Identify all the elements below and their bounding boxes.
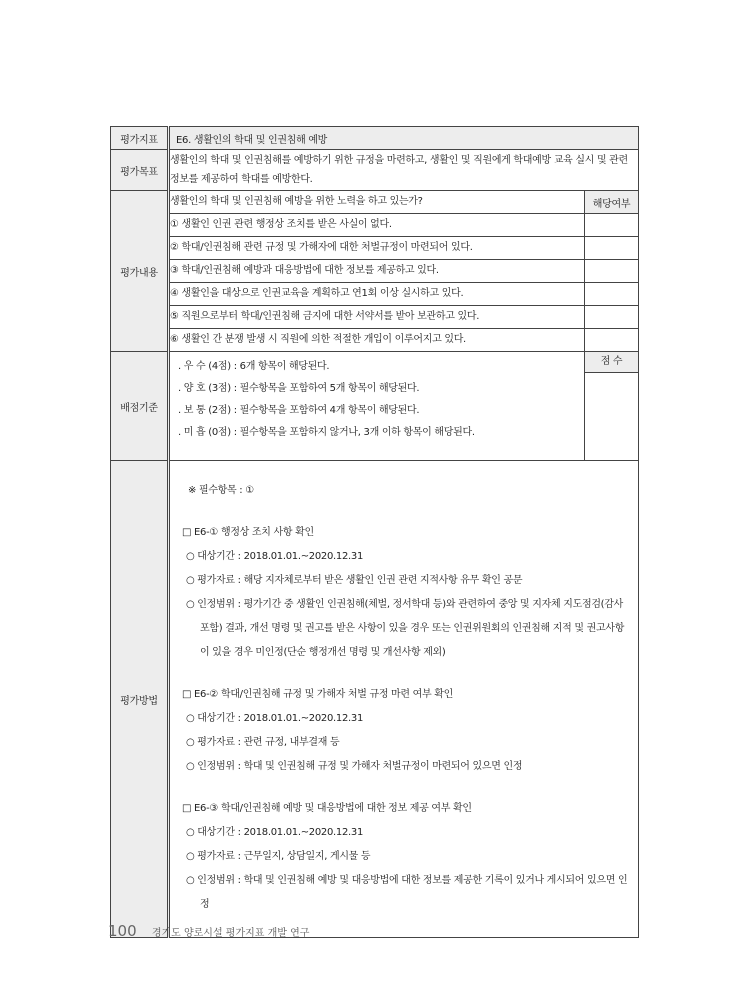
content-label: 평가내용 [111, 191, 169, 352]
applicable-cell-3 [584, 260, 638, 283]
content-item-row [111, 214, 639, 237]
section-1-scope: ○ 인정범위 : 평가기간 중 생활인 인권침해(체벌, 정서학대 등)와 관련하여 중앙 및 지자체 지도점검(감사 포함) 결과, 개선 명령 및 권고를 받은 사항이 있을 경우 또는 인권위원회의 인권침해 지적 및 권고사항이 있을 경우 미인정(단순 행정개선 명령 및 개선사항 제외) [186, 599, 625, 658]
report-title: 경기도 양로시설 평가지표 개발 연구 [151, 928, 310, 939]
content-item-row [111, 260, 639, 283]
content-item-row [111, 329, 639, 352]
section-2-title: □ E6-② 학대/인권침해 규정 및 가해자 처벌 규정 마련 여부 확인 [182, 689, 453, 700]
evaluation-table [110, 126, 639, 938]
section-1-title: □ E6-① 행정상 조치 사항 확인 [182, 527, 314, 538]
goal-row [111, 150, 639, 191]
content-item-5: ⑤ 직원으로부터 학대/인권침해 금지에 대한 서약서를 받아 보관하고 있다. [169, 306, 585, 329]
page-number: 100 [108, 922, 137, 940]
applicable-cell-6 [584, 329, 638, 352]
content-item-2: ② 학대/인권침해 관련 규정 및 가해자에 대한 처벌규정이 마련되어 있다. [169, 237, 585, 260]
indicator-row [111, 127, 639, 150]
section-2-material: ○ 평가자료 : 관련 규정, 내부결재 등 [186, 737, 340, 748]
applicable-cell-1 [584, 214, 638, 237]
section-1-material: ○ 평가자료 : 해당 지자체로부터 받은 생활인 인권 관련 지적사항 유무 확인 공문 [186, 575, 523, 586]
page-footer [108, 922, 309, 940]
criteria-cell [169, 352, 585, 461]
content-item-4: ④ 생활인을 대상으로 인권교육을 계획하고 연1회 이상 실시하고 있다. [169, 283, 585, 306]
section-2-scope: ○ 인정범위 : 학대 및 인권침해 규정 및 가해자 처벌규정이 마련되어 있으면 인정 [186, 761, 523, 772]
section-3-material: ○ 평가자료 : 근무일지, 상담일지, 게시물 등 [186, 851, 371, 862]
content-item-1: ① 생활인 인권 관련 행정상 조치를 받은 사실이 없다. [169, 214, 585, 237]
content-item-3: ③ 학대/인권침해 예방과 대응방법에 대한 정보를 제공하고 있다. [169, 260, 585, 283]
score-cell [584, 352, 638, 461]
criteria-row [111, 352, 639, 461]
criteria-label: 배점기준 [111, 352, 169, 461]
content-item-6: ⑥ 생활인 간 분쟁 발생 시 직원에 의한 적절한 개입이 이루어지고 있다. [169, 329, 585, 352]
section-3-scope: ○ 인정범위 : 학대 및 인권침해 예방 및 대응방법에 대한 정보를 제공한 기록이 있거나 게시되어 있으면 인정 [186, 875, 628, 910]
indicator-value: E6. 생활인의 학대 및 인권침해 예방 [169, 127, 639, 150]
method-row [111, 461, 639, 938]
method-cell [169, 461, 639, 938]
content-item-row [111, 306, 639, 329]
goal-value: 생활인의 학대 및 인권침해를 예방하기 위한 규정을 마련하고, 생활인 및 직원에게 학대예방 교육 실시 및 관련 정보를 제공하여 학대를 예방한다. [169, 150, 639, 191]
criteria-item-excellent: . 우 수 (4점) : 6개 항목이 해당된다. [178, 361, 330, 372]
applicable-cell-4 [584, 283, 638, 306]
section-3-period: ○ 대상기간 : 2018.01.01.~2020.12.31 [186, 827, 364, 838]
applicable-cell-5 [584, 306, 638, 329]
section-2-period: ○ 대상기간 : 2018.01.01.~2020.12.31 [186, 713, 364, 724]
content-item-row [111, 237, 639, 260]
section-3-title: □ E6-③ 학대/인권침해 예방 및 대응방법에 대한 정보 제공 여부 확인 [182, 803, 472, 814]
content-question: 생활인의 학대 및 인권침해 예방을 위한 노력을 하고 있는가? [169, 191, 585, 214]
criteria-item-poor: . 미 흡 (0점) : 필수항목을 포함하지 않거나, 3개 이하 항목이 해당된다. [178, 427, 475, 438]
applicable-header: 해당여부 [584, 191, 638, 214]
goal-label: 평가목표 [111, 150, 169, 191]
score-header: 점 수 [585, 352, 638, 373]
method-label: 평가방법 [111, 461, 169, 938]
criteria-item-normal: . 보 통 (2점) : 필수항목을 포함하여 4개 항목이 해당된다. [178, 405, 420, 416]
section-1-period: ○ 대상기간 : 2018.01.01.~2020.12.31 [186, 551, 364, 562]
applicable-cell-2 [584, 237, 638, 260]
content-question-row [111, 191, 639, 214]
indicator-label: 평가지표 [111, 127, 169, 150]
required-items: ※ 필수항목 : ① [188, 485, 254, 496]
content-item-row [111, 283, 639, 306]
criteria-item-good: . 양 호 (3점) : 필수항목을 포함하여 5개 항목이 해당된다. [178, 383, 420, 394]
